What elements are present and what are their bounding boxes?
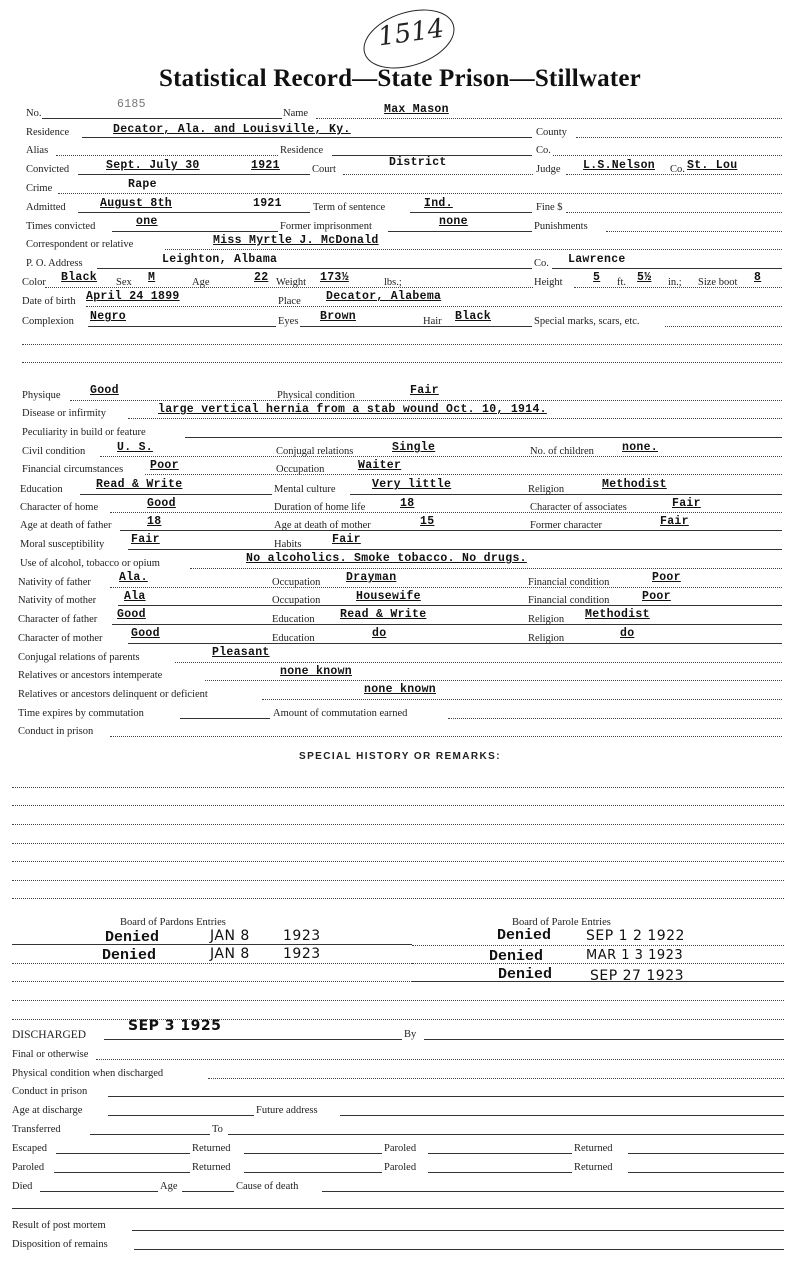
line xyxy=(244,1153,382,1154)
line xyxy=(128,549,782,550)
label-discharged: DISCHARGED xyxy=(12,1029,87,1041)
line xyxy=(322,1191,784,1192)
label-mental-culture: Mental culture xyxy=(274,484,336,495)
label-post-mortem: Result of post mortem xyxy=(12,1220,106,1231)
line xyxy=(165,249,782,250)
line xyxy=(22,344,782,345)
label-correspondent: Correspondent or relative xyxy=(26,239,134,250)
value-sex: M xyxy=(148,271,156,284)
value-alcohol: No alcoholics. Smoke tobacco. No drugs. xyxy=(246,552,527,565)
value-occupation-father: Drayman xyxy=(346,571,397,584)
label-judge: Judge xyxy=(536,164,561,175)
line xyxy=(108,1115,254,1116)
value-children: none. xyxy=(622,441,659,454)
label-intemperate: Relatives or ancestors intemperate xyxy=(18,670,163,681)
value-judge: L.S.Nelson xyxy=(583,159,656,172)
value-disease: large vertical hernia from a stab wound Oct. 10, 1914. xyxy=(158,403,547,416)
label-crime: Crime xyxy=(26,183,53,194)
label-county: County xyxy=(536,127,567,138)
line xyxy=(145,474,782,475)
label-po-address: P. O. Address xyxy=(26,258,83,269)
label-character-father: Character of father xyxy=(18,614,98,625)
value-delinquent: none known xyxy=(364,683,437,696)
value-intemperate: none known xyxy=(280,665,353,678)
label-alias: Alias xyxy=(26,145,49,156)
value-convicted: Sept. July 30 xyxy=(106,159,200,172)
value-court: District xyxy=(389,156,447,169)
label-fine: Fine $ xyxy=(536,202,563,213)
value-nativity-father: Ala. xyxy=(119,571,148,584)
line xyxy=(566,212,782,213)
line xyxy=(180,718,270,719)
value-moral: Fair xyxy=(131,533,160,546)
label-physique: Physique xyxy=(22,390,61,401)
line xyxy=(112,624,782,625)
line xyxy=(128,418,782,419)
line xyxy=(56,155,278,156)
value-eyes: Brown xyxy=(320,310,357,323)
label-religion-mother: Religion xyxy=(528,633,565,644)
label-nativity-father: Nativity of father xyxy=(18,577,91,588)
label-dob: Date of birth xyxy=(22,296,76,307)
label-children: No. of children xyxy=(530,446,594,457)
line xyxy=(132,1230,784,1231)
line xyxy=(86,306,782,307)
label-admitted: Admitted xyxy=(26,202,66,213)
line xyxy=(128,643,782,644)
label-education: Education xyxy=(20,484,63,495)
value-discharged: SEP 3 1925 xyxy=(128,1018,222,1034)
label-age-death-mother: Age at death of mother xyxy=(274,520,371,531)
label-name: Name xyxy=(283,108,309,119)
remarks-line xyxy=(12,898,784,899)
line xyxy=(96,1059,784,1060)
value-times-convicted: one xyxy=(136,215,158,228)
parole-title: Board of Parole Entries xyxy=(512,917,611,928)
line xyxy=(185,437,782,438)
line xyxy=(412,963,784,964)
value-former-imprisonment: none xyxy=(439,215,468,228)
line xyxy=(628,1172,784,1173)
line xyxy=(78,212,310,213)
label-alias-residence: Residence xyxy=(280,145,324,156)
value-financial-mother: Poor xyxy=(642,590,671,603)
line xyxy=(56,1153,190,1154)
label-occupation-father: Occupation xyxy=(272,577,321,588)
label-term: Term of sentence xyxy=(313,202,386,213)
line xyxy=(104,1039,402,1040)
label-convicted: Convicted xyxy=(26,164,70,175)
line xyxy=(110,587,782,588)
circled-number: 1514 xyxy=(376,13,446,53)
label-alcohol: Use of alcohol, tobacco or opium xyxy=(20,558,160,569)
remarks-heading: SPECIAL HISTORY OR REMARKS: xyxy=(299,751,501,762)
value-po-address: Leighton, Albama xyxy=(162,253,278,266)
value-character-home: Good xyxy=(147,497,176,510)
value-physique: Good xyxy=(90,384,119,397)
label-complexion: Complexion xyxy=(22,316,74,327)
label-conjugal-parents: Conjugal relations of parents xyxy=(18,652,140,663)
line xyxy=(110,736,782,737)
line xyxy=(40,1191,158,1192)
value-character-father: Good xyxy=(117,608,146,621)
value-occupation-mother: Housewife xyxy=(356,590,421,603)
line xyxy=(45,287,533,288)
label-court: Court xyxy=(312,164,336,175)
value-financial-father: Poor xyxy=(652,571,681,584)
value-residence: Decator, Ala. and Louisville, Ky. xyxy=(113,123,351,136)
line xyxy=(205,680,782,681)
label-financial-mother: Financial condition xyxy=(528,595,610,606)
value-religion-father: Methodist xyxy=(585,608,650,621)
line xyxy=(12,944,412,945)
value-height-ft: 5 xyxy=(593,271,601,284)
line xyxy=(80,494,272,495)
label-moral: Moral susceptibility xyxy=(20,539,105,550)
label-color: Color xyxy=(22,277,46,288)
parole-date: SEP 1 2 1922 xyxy=(586,928,685,944)
label-special-marks: Special marks, scars, etc. xyxy=(534,316,640,327)
page-title: Statistical Record—State Prison—Stillwater xyxy=(159,65,641,92)
label-character-associates: Character of associates xyxy=(530,502,627,513)
value-conjugal-parents: Pleasant xyxy=(212,646,270,659)
line xyxy=(343,174,533,175)
line xyxy=(412,945,784,946)
label-times-convicted: Times convicted xyxy=(26,221,96,232)
label-future-address: Future address xyxy=(256,1105,318,1116)
value-age-death-father: 18 xyxy=(147,515,162,528)
label-time-expires: Time expires by commutation xyxy=(18,708,144,719)
label-occupation-mother: Occupation xyxy=(272,595,321,606)
label-commutation-earned: Amount of commutation earned xyxy=(273,708,408,719)
label-nativity-mother: Nativity of mother xyxy=(18,595,97,606)
value-convicted-year: 1921 xyxy=(251,159,280,172)
value-education-father: Read & Write xyxy=(340,608,427,621)
line xyxy=(110,512,782,513)
remarks-line xyxy=(12,824,784,825)
line xyxy=(100,456,782,457)
label-final: Final or otherwise xyxy=(12,1049,89,1060)
label-disposition: Disposition of remains xyxy=(12,1239,108,1250)
parole-status: Denied xyxy=(497,927,552,944)
label-delinquent: Relatives or ancestors delinquent or deficient xyxy=(18,689,208,700)
value-height-in: 5½ xyxy=(637,271,652,284)
value-name: Max Mason xyxy=(384,103,449,116)
label-paroled: Paroled xyxy=(384,1162,417,1173)
value-nativity-mother: Ala xyxy=(124,590,146,603)
line xyxy=(350,494,782,495)
pardons-title: Board of Pardons Entries xyxy=(120,917,226,928)
label-returned: Returned xyxy=(192,1143,231,1154)
line xyxy=(316,118,782,119)
pardon-date: JAN 8 xyxy=(210,946,250,962)
label-former-character: Former character xyxy=(530,520,602,531)
label-civil: Civil condition xyxy=(22,446,86,457)
value-education: Read & Write xyxy=(96,478,183,491)
label-character-mother: Character of mother xyxy=(18,633,103,644)
value-religion: Methodist xyxy=(602,478,667,491)
line xyxy=(82,137,532,138)
line xyxy=(22,362,782,363)
line xyxy=(244,1172,382,1173)
line xyxy=(300,326,532,327)
label-duration-home: Duration of home life xyxy=(274,502,366,513)
label-age: Age xyxy=(192,277,210,288)
label-height-ft: ft. xyxy=(617,277,627,288)
label-eyes: Eyes xyxy=(278,316,299,327)
line xyxy=(228,1134,784,1135)
label-alias-co: Co. xyxy=(536,145,551,156)
parole-date: MAR 1 3 1923 xyxy=(586,948,684,963)
remarks-line xyxy=(12,843,784,844)
label-paroled: Paroled xyxy=(384,1143,417,1154)
label-physical-condition: Physical condition xyxy=(277,390,355,401)
line xyxy=(112,231,278,232)
label-returned: Returned xyxy=(574,1143,613,1154)
value-crime: Rape xyxy=(128,178,157,191)
pardon-status: Denied xyxy=(105,929,160,946)
label-size-boot: Size boot xyxy=(698,277,738,288)
pardon-year: 1923 xyxy=(283,928,321,944)
line xyxy=(12,1000,784,1001)
line xyxy=(70,400,782,401)
value-weight: 173½ xyxy=(320,271,349,284)
line xyxy=(410,212,532,213)
line xyxy=(182,1191,234,1192)
label-financial-father: Financial condition xyxy=(528,577,610,588)
label-habits: Habits xyxy=(274,539,302,550)
line xyxy=(340,1115,784,1116)
remarks-line xyxy=(12,880,784,881)
value-character-mother: Good xyxy=(131,627,160,640)
parole-status: Denied xyxy=(498,966,553,983)
pardon-date: JAN 8 xyxy=(210,928,250,944)
label-by: By xyxy=(404,1029,417,1040)
value-dob: April 24 1899 xyxy=(86,290,180,303)
line xyxy=(12,963,412,964)
line xyxy=(108,1096,784,1097)
label-cause-of-death: Cause of death xyxy=(236,1181,299,1192)
value-physical-condition: Fair xyxy=(410,384,439,397)
value-size-boot: 8 xyxy=(754,271,762,284)
line xyxy=(175,662,782,663)
value-judge-co: St. Lou xyxy=(687,159,738,172)
label-place: Place xyxy=(278,296,301,307)
label-age-death-father: Age at death of father xyxy=(20,520,112,531)
label-height-in: in.; xyxy=(668,277,682,288)
line xyxy=(208,1078,784,1079)
line xyxy=(665,326,782,327)
value-mental-culture: Very little xyxy=(372,478,452,491)
value-education-mother: do xyxy=(372,627,387,640)
value-civil: U. S. xyxy=(117,441,154,454)
value-place: Decator, Alabema xyxy=(326,290,442,303)
remarks-line xyxy=(12,805,784,806)
line xyxy=(262,699,782,700)
line xyxy=(424,1039,784,1040)
line xyxy=(97,268,532,269)
label-character-home: Character of home xyxy=(20,502,99,513)
line xyxy=(12,1208,784,1209)
line xyxy=(190,568,782,569)
label-to: To xyxy=(212,1124,223,1135)
value-no: 6185 xyxy=(117,98,146,111)
pardon-year: 1923 xyxy=(283,946,321,962)
label-returned: Returned xyxy=(192,1162,231,1173)
value-correspondent: Miss Myrtle J. McDonald xyxy=(213,234,379,247)
label-height: Height xyxy=(534,277,563,288)
remarks-line xyxy=(12,861,784,862)
value-religion-mother: do xyxy=(620,627,635,640)
label-peculiarity: Peculiarity in build or feature xyxy=(22,427,146,438)
line xyxy=(134,1249,784,1250)
line xyxy=(54,1172,190,1173)
value-hair: Black xyxy=(455,310,492,323)
label-weight: Weight xyxy=(276,277,307,288)
line xyxy=(574,287,782,288)
line xyxy=(90,1134,210,1135)
value-admitted: August 8th xyxy=(100,197,173,210)
value-complexion: Negro xyxy=(90,310,127,323)
parole-status: Denied xyxy=(489,948,544,965)
line xyxy=(552,268,782,269)
line xyxy=(78,174,310,175)
label-education-mother: Education xyxy=(272,633,315,644)
value-admitted-year: 1921 xyxy=(253,197,282,210)
line xyxy=(628,1153,784,1154)
value-color: Black xyxy=(61,271,98,284)
value-former-character: Fair xyxy=(660,515,689,528)
line xyxy=(428,1153,572,1154)
line xyxy=(12,981,412,982)
line xyxy=(448,718,782,719)
label-religion-father: Religion xyxy=(528,614,565,625)
label-occupation: Occupation xyxy=(276,464,325,475)
line xyxy=(553,155,782,156)
line xyxy=(576,137,782,138)
value-character-associates: Fair xyxy=(672,497,701,510)
line xyxy=(88,326,276,327)
value-age: 22 xyxy=(254,271,269,284)
label-paroled: Paroled xyxy=(12,1162,45,1173)
value-habits: Fair xyxy=(332,533,361,546)
label-transferred: Transferred xyxy=(12,1124,61,1135)
value-financial: Poor xyxy=(150,459,179,472)
label-died: Died xyxy=(12,1181,33,1192)
label-died-age: Age xyxy=(160,1181,178,1192)
line xyxy=(58,193,782,194)
line xyxy=(388,231,532,232)
label-judge-co: Co. xyxy=(670,164,685,175)
label-sex: Sex xyxy=(116,277,132,288)
label-financial: Financial circumstances xyxy=(22,464,124,475)
label-returned: Returned xyxy=(574,1162,613,1173)
line xyxy=(118,605,782,606)
label-conduct-discharged: Conduct in prison xyxy=(12,1086,88,1097)
label-weight-unit: lbs.; xyxy=(384,277,402,288)
label-education-father: Education xyxy=(272,614,315,625)
label-conjugal: Conjugal relations xyxy=(276,446,354,457)
label-physical-discharged: Physical condition when discharged xyxy=(12,1068,164,1079)
label-age-discharge: Age at discharge xyxy=(12,1105,83,1116)
line xyxy=(606,231,782,232)
line xyxy=(412,981,784,982)
remarks-line xyxy=(12,787,784,788)
label-punishments: Punishments xyxy=(534,221,588,232)
value-po-co: Lawrence xyxy=(568,253,626,266)
label-religion: Religion xyxy=(528,484,565,495)
line xyxy=(566,174,782,175)
line xyxy=(120,530,782,531)
label-disease: Disease or infirmity xyxy=(22,408,106,419)
label-former-imprisonment: Former imprisonment xyxy=(280,221,372,232)
parole-date: SEP 27 1923 xyxy=(590,968,685,984)
line xyxy=(428,1172,572,1173)
label-hair: Hair xyxy=(423,316,442,327)
value-occupation: Waiter xyxy=(358,459,402,472)
line xyxy=(42,118,282,119)
pardon-status: Denied xyxy=(102,947,157,964)
label-residence: Residence xyxy=(26,127,70,138)
value-age-death-mother: 15 xyxy=(420,515,435,528)
label-escaped: Escaped xyxy=(12,1143,47,1154)
value-duration-home: 18 xyxy=(400,497,415,510)
label-no: No. xyxy=(26,108,42,119)
label-po-co: Co. xyxy=(534,258,549,269)
label-conduct: Conduct in prison xyxy=(18,726,94,737)
value-term: Ind. xyxy=(424,197,453,210)
value-conjugal: Single xyxy=(392,441,436,454)
